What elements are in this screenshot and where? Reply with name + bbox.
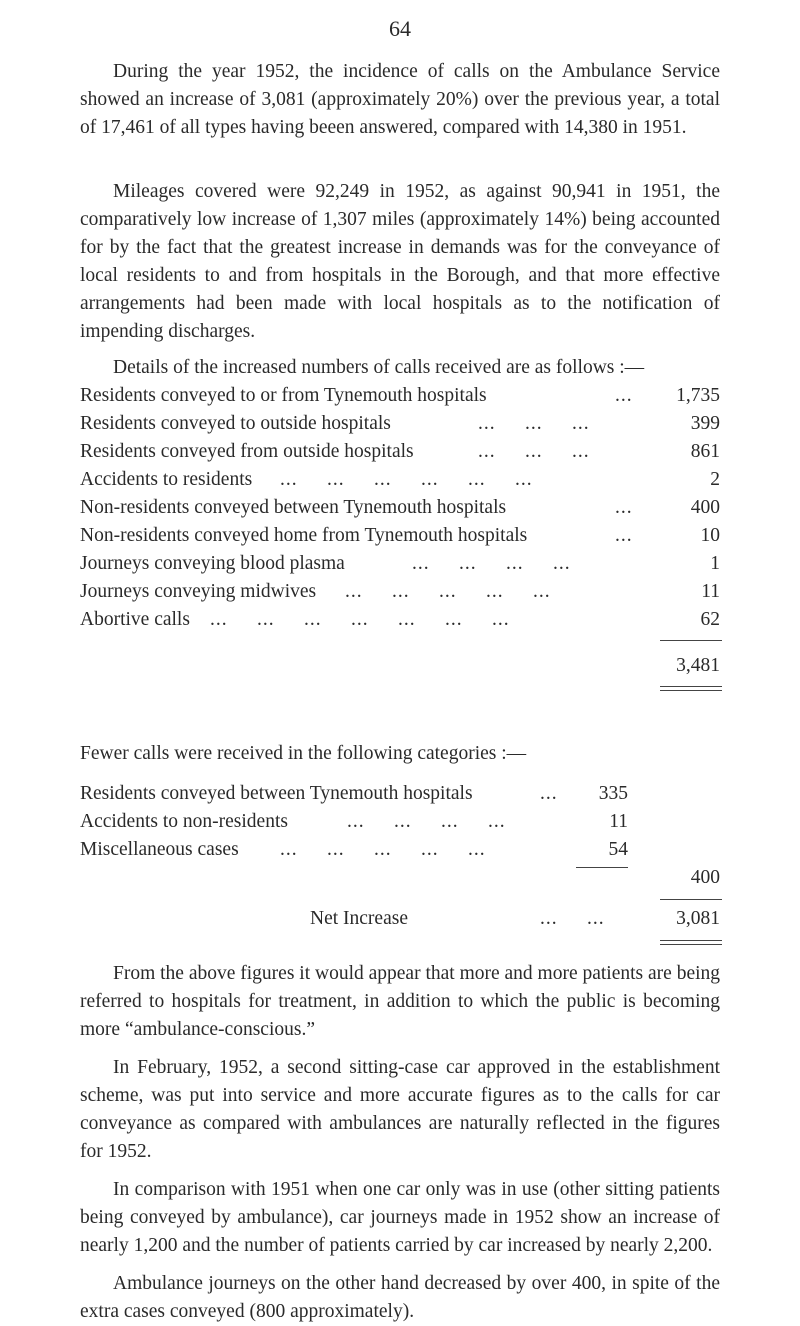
row-label: Residents conveyed between Tynemouth hospitals [80,783,473,804]
net-increase-row [310,905,720,933]
row-value: 399 [690,413,720,434]
row-label: Accidents to non-residents [80,811,288,832]
paragraph-ambulance-journeys: Ambulance journeys on the other hand decreased by over 400, in spite of the extra cases conveyed (800 approximately). [80,1273,720,1322]
table-row [80,438,720,466]
row-value: 62 [700,609,720,630]
row-value: 1 [710,553,720,574]
table-row [80,466,720,494]
row-dots: ... ... [540,908,605,929]
row-label: Miscellaneous cases [80,839,239,860]
net-increase-value: 3,081 [676,908,720,929]
row-dots: ... ... ... [478,413,590,434]
row-label: Accidents to residents [80,469,253,490]
increase-total: 3,481 [676,655,720,676]
table-row [80,836,628,864]
row-dots: ... ... ... ... ... [345,581,551,602]
row-dots: ... ... ... ... ... [280,839,486,860]
row-dots: ... ... ... ... ... ... ... [210,609,510,630]
row-value: 11 [701,581,720,602]
row-dots: ... ... ... [478,441,590,462]
row-label: Abortive calls [80,609,190,630]
row-label: Non-residents conveyed between Tynemouth hospitals [80,497,507,518]
page-number: 64 [389,16,411,41]
paragraph-referrals: From the above figures it would appear that more and more patients are being referred to hospitals for treatment, in addition to which the public is becoming more “ambulance-conscious.” [80,963,721,1040]
row-dots: ... [615,497,633,518]
paragraph-sitting-case-car: In February, 1952, a second sitting-case car approved in the establishment scheme, was put into service and more accurate figures as to the calls for car conveyance as compared with ambulances are naturally reflected in the figures for 1952. [80,1057,720,1162]
net-increase-label: Net Increase [310,908,408,929]
total-rule [660,640,722,641]
row-label: Residents conveyed from outside hospitals [80,441,414,462]
table-row [80,494,720,522]
row-value: 54 [608,839,628,860]
row-label: Journeys conveying midwives [80,581,317,602]
row-value: 861 [690,441,720,462]
paragraph-mileages: Mileages covered were 92,249 in 1952, as against 90,941 in 1951, the comparatively low increase of 1,307 miles (approximately 14%) being accounted for by the fact that the greatest increase in demands was for the conveyance of local residents to and from hospitals in the Borough, and that more effective arrangements had been made with local hospitals as to the notification of impending discharges. [80,181,720,342]
row-dots: ... ... ... ... [412,553,571,574]
row-label: Journeys conveying blood plasma [80,553,345,574]
row-value: 11 [609,811,628,832]
row-dots: ... [615,385,633,406]
table-row [80,606,720,634]
table-row [80,522,720,550]
row-value: 400 [690,497,720,518]
table-row [80,550,720,578]
decrease-intro: Fewer calls were received in the following categories :— [80,743,527,764]
row-value: 1,735 [676,385,720,406]
table-row [80,382,720,410]
row-label: Residents conveyed to outside hospitals [80,413,391,434]
paragraph-car-journeys: In comparison with 1951 when one car only was in use (other sitting patients being conveyed by ambulance), car journeys made in 1952 show an increase of nearly 1,200 and the number of patients carried by car increased by nearly 2,200. [80,1179,720,1256]
total-double-rule [660,686,722,691]
paragraph-calls-increase: During the year 1952, the incidence of calls on the Ambulance Service showed an increase of 3,081 (approximately 20%) over the previous year, a total of 17,461 of all types having beeen answered, compared with 14,380 in 1951. [80,61,720,138]
decrease-subtotal-row [80,864,720,892]
row-value: 335 [598,783,628,804]
row-dots: ... [540,783,558,804]
row-label: Non-residents conveyed home from Tynemouth hospitals [80,525,528,546]
net-double-rule [660,940,722,945]
table-row [80,808,628,836]
row-value: 10 [700,525,720,546]
increase-total-row [80,652,720,680]
row-value: 2 [710,469,720,490]
table-row [80,410,720,438]
net-rule [660,899,722,900]
decrease-subtotal: 400 [690,867,720,888]
row-dots: ... ... ... ... [347,811,506,832]
increase-intro: Details of the increased numbers of calls received are as follows :— [113,357,645,378]
row-label: Residents conveyed to or from Tynemouth hospitals [80,385,487,406]
table-row [80,780,628,808]
table-row [80,578,720,606]
row-dots: ... [615,525,633,546]
row-dots: ... ... ... ... ... ... [280,469,533,490]
